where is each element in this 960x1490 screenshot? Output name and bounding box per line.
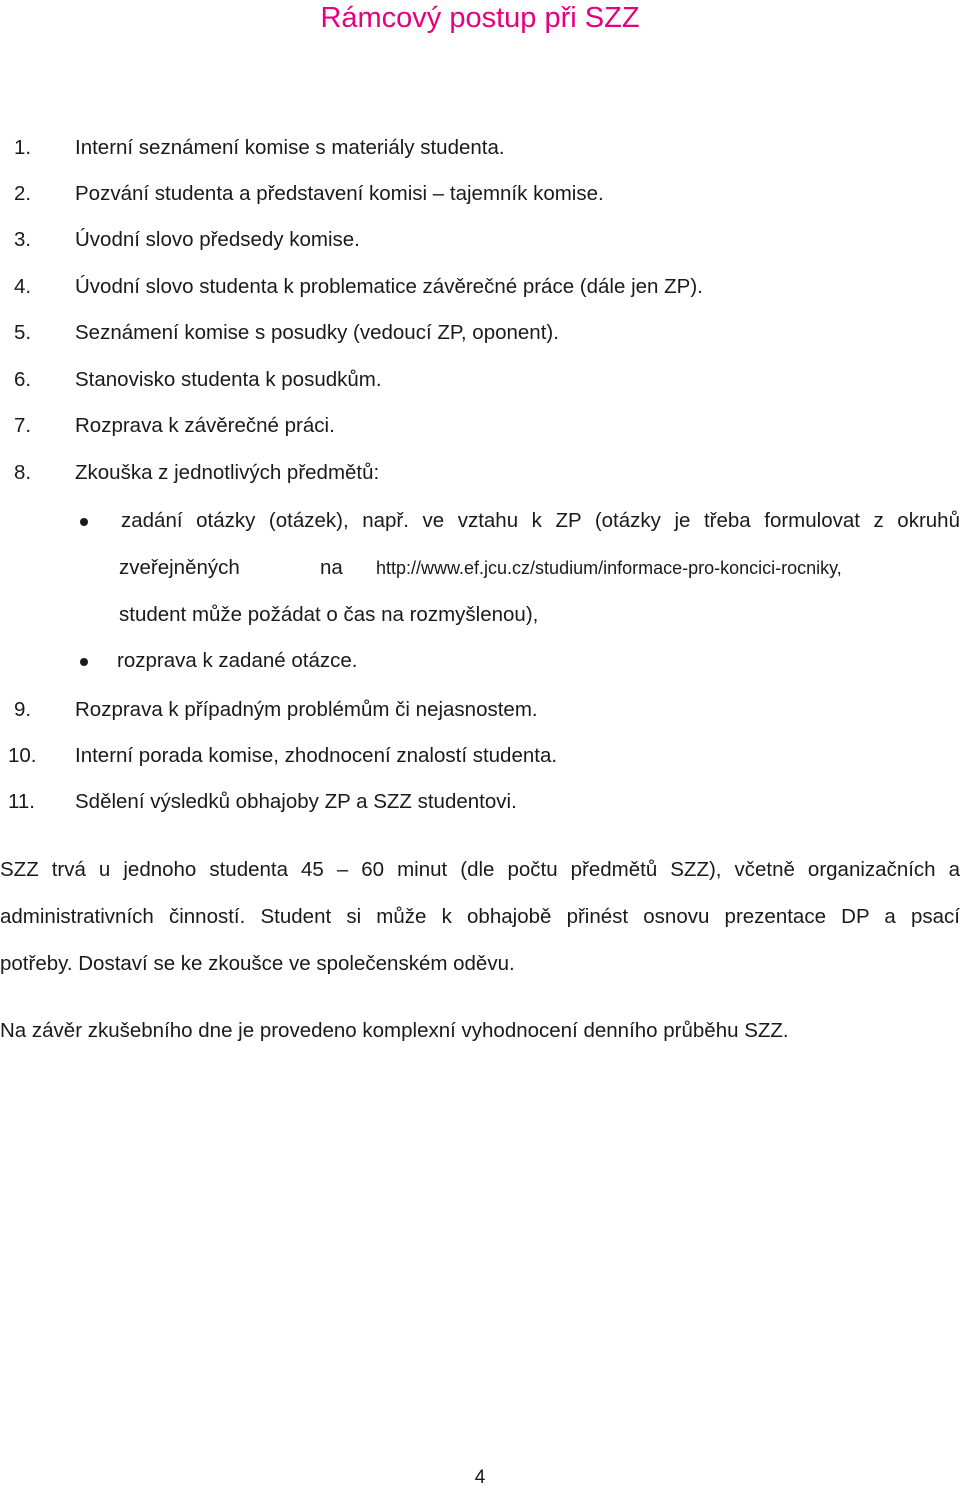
list-number: 4.	[14, 275, 32, 298]
list-text: Rozprava k závěrečné práci.	[75, 414, 335, 437]
url-text: http://www.ef.jcu.cz/studium/informace-pro-koncici-rocniky,	[376, 558, 842, 578]
sub-item-line: student může požádat o čas na rozmyšlenou),	[119, 603, 539, 626]
list-text: Seznámení komise s posudky (vedoucí ZP, oponent).	[75, 321, 559, 344]
sub-item-on: na	[320, 556, 343, 579]
list-text: Úvodní slovo studenta k problematice závěrečné práce (dále jen ZP).	[75, 275, 703, 298]
list-number: 7.	[14, 414, 32, 437]
list-text: Pozvání studenta a představení komisi – tajemník komise.	[75, 182, 604, 205]
sub-item-published: zveřejněných	[119, 556, 240, 579]
page-number: 4	[474, 1467, 486, 1488]
list-number: 3.	[14, 228, 32, 251]
list-number: 5.	[14, 321, 32, 344]
list-text: Sdělení výsledků obhajoby ZP a SZZ studentovi.	[75, 790, 517, 813]
list-number: 10.	[8, 744, 37, 767]
paragraph-line: SZZ trvá u jednoho studenta 45 – 60 minut (dle počtu předmětů SZZ), včetně organizačních a	[0, 858, 960, 881]
list-text: Stanovisko studenta k posudkům.	[75, 368, 382, 391]
list-number: 9.	[14, 698, 32, 721]
list-text: Interní porada komise, zhodnocení znalostí studenta.	[75, 744, 558, 767]
sub-item-line: rozprava k zadané otázce.	[117, 649, 358, 672]
list-text: Zkouška z jednotlivých předmětů:	[75, 461, 380, 484]
page-title: Rámcový postup při SZZ	[320, 2, 640, 34]
sub-item-line: zadání otázky (otázek), např. ve vztahu k ZP (otázky je třeba formulovat z okruhů	[121, 509, 960, 532]
paragraph-line: Na závěr zkušebního dne je provedeno komplexní vyhodnocení denního průběhu SZZ.	[0, 1019, 789, 1042]
list-text: Rozprava k případným problémům či nejasnostem.	[75, 698, 538, 721]
list-number: 1.	[14, 136, 32, 159]
list-number: 2.	[14, 182, 32, 205]
bullet-icon	[80, 518, 88, 526]
list-number: 8.	[14, 461, 32, 484]
paragraph-line: potřeby. Dostaví se ke zkoušce ve společenském oděvu.	[0, 952, 515, 975]
bullet-icon	[80, 658, 88, 666]
list-number: 11.	[8, 790, 35, 813]
paragraph-line: administrativních činností. Student si může k obhajobě přinést osnovu prezentace DP a psací	[0, 905, 960, 928]
list-text: Úvodní slovo předsedy komise.	[75, 228, 360, 251]
list-number: 6.	[14, 368, 32, 391]
list-text: Interní seznámení komise s materiály studenta.	[75, 136, 505, 159]
